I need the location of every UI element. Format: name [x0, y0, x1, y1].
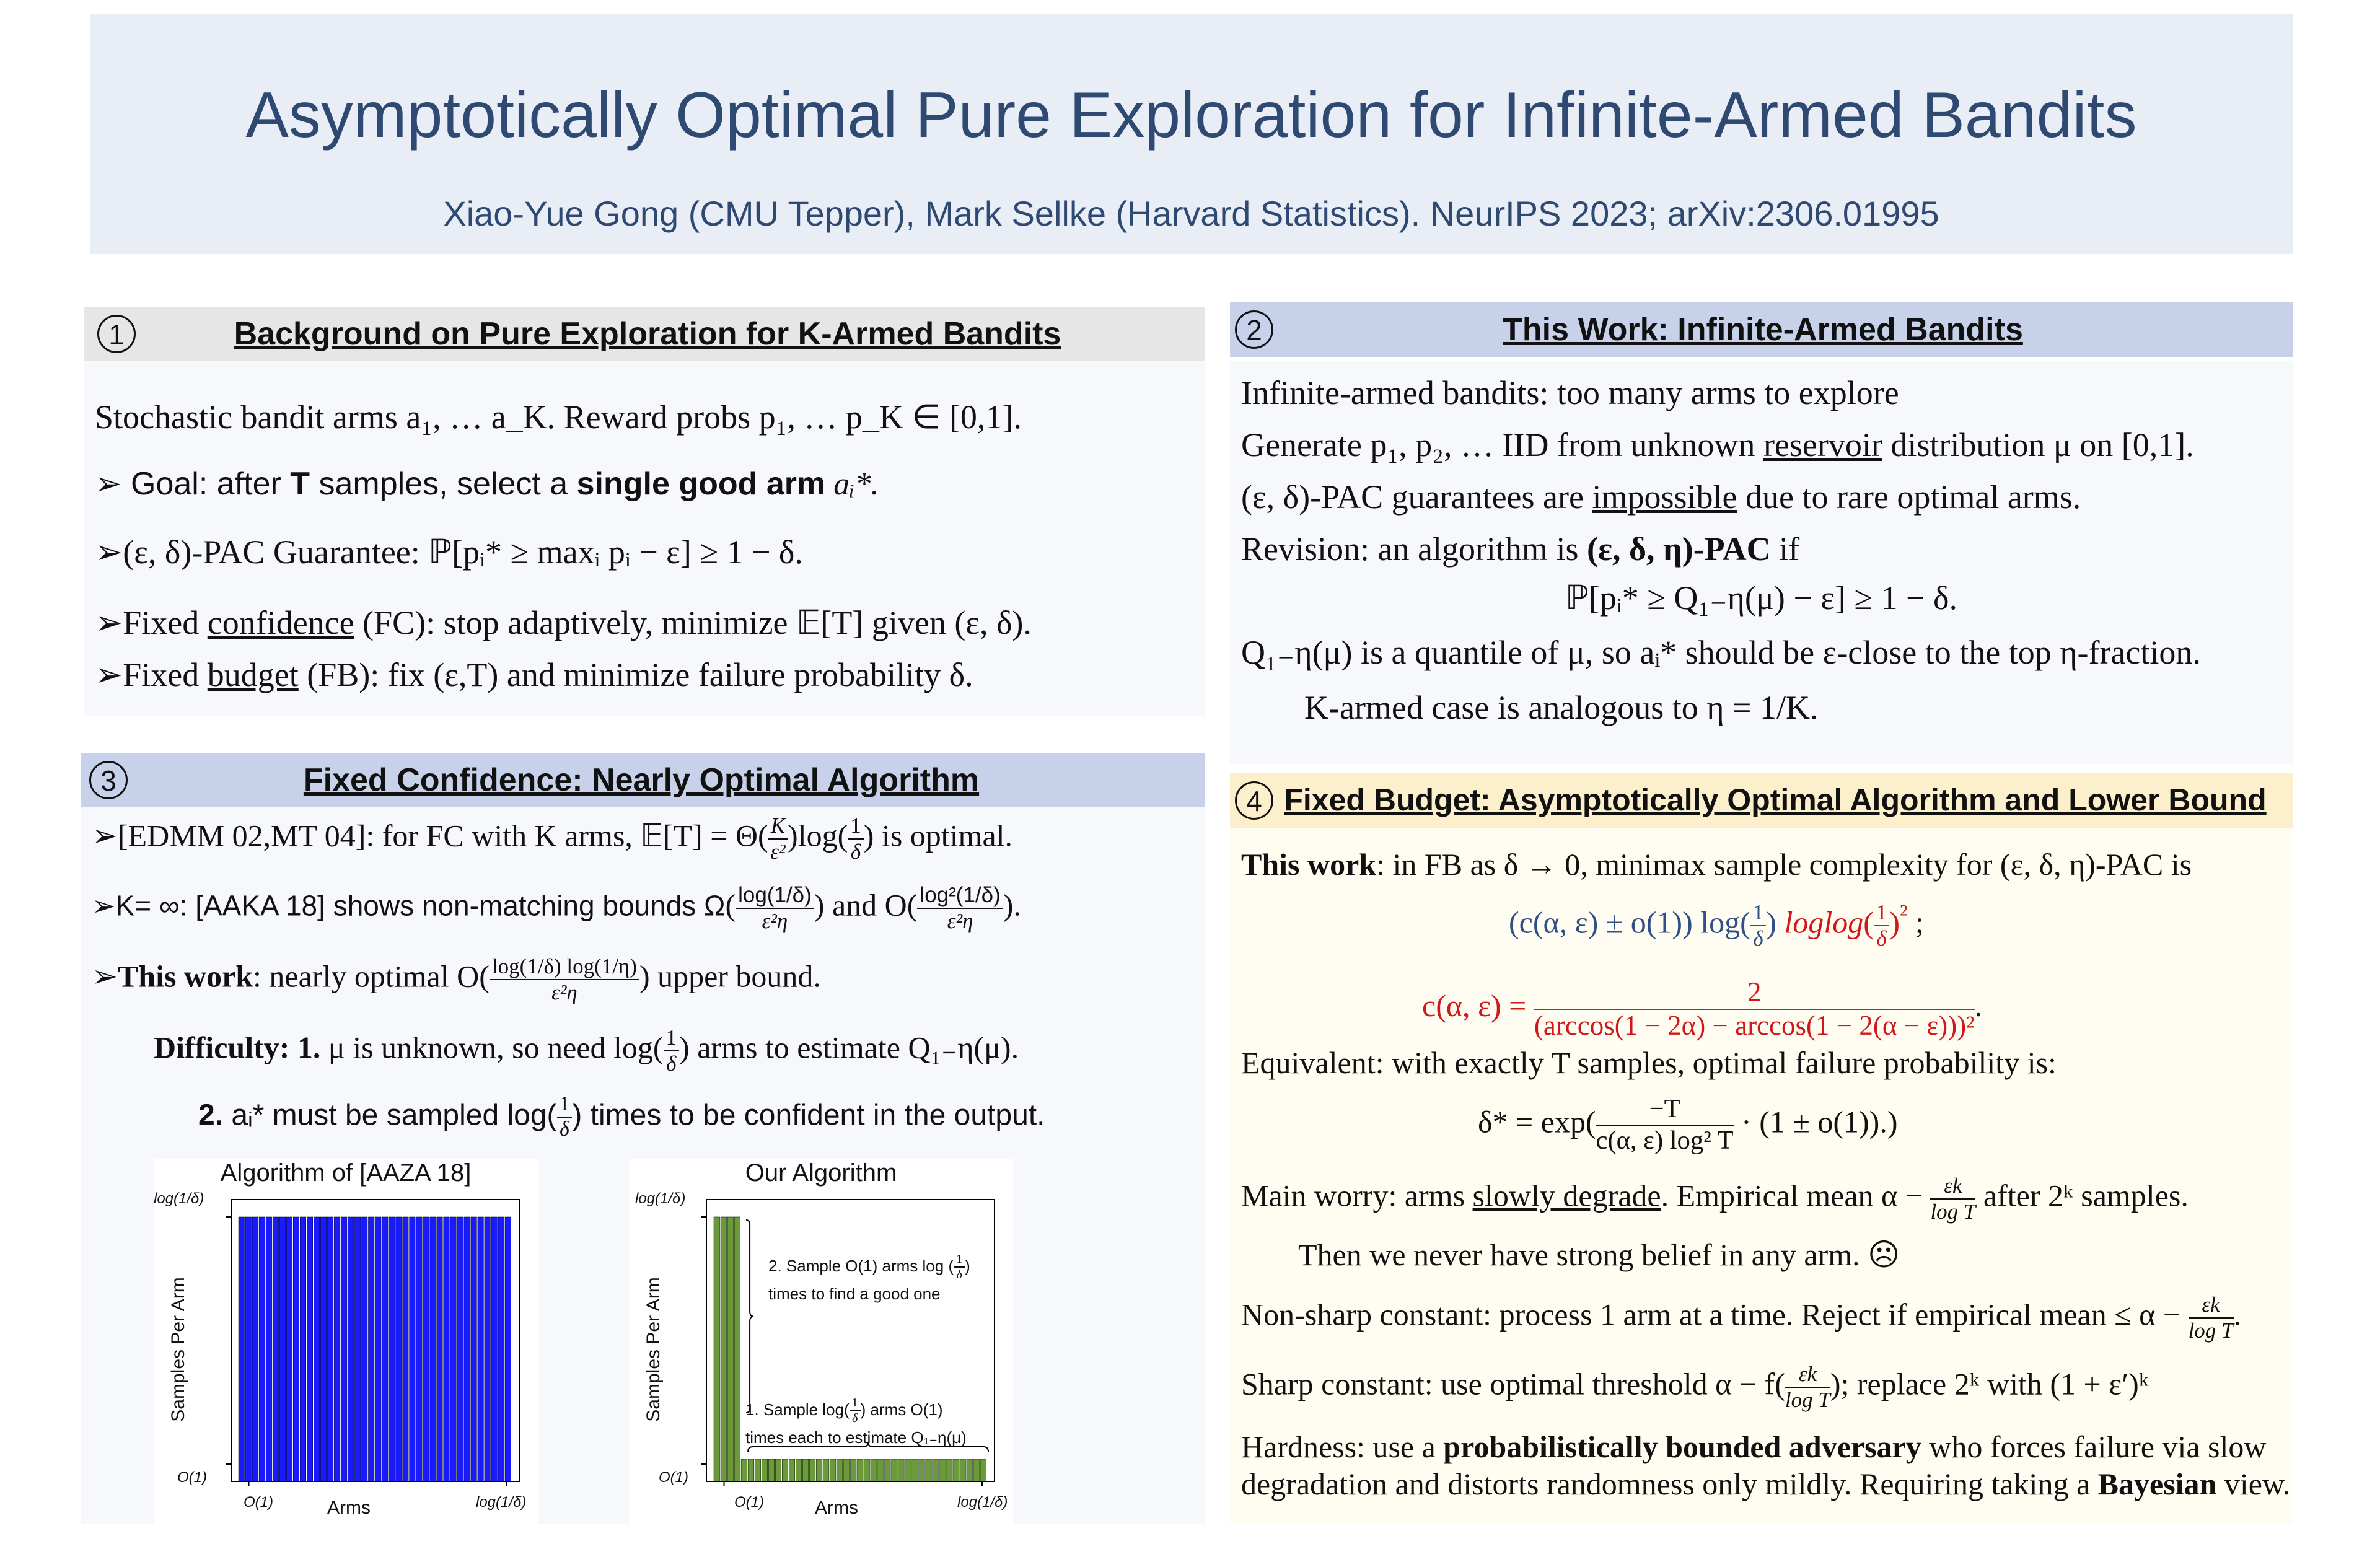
chart-ours-annot-top: 2. Sample O(1) arms log ( $\frac{1}{\delta}$ ) times to find a good one [768, 1252, 970, 1303]
bar-27 [898, 1459, 905, 1481]
s3-frac-diff1-num: 1 [664, 1025, 680, 1051]
bar-27 [423, 1217, 429, 1481]
s2-line-7: K-armed case is analogous to η = 1/K. [1304, 689, 1819, 726]
s4-l8b: Bayesian [2097, 1467, 2217, 1501]
bar-15 [341, 1217, 347, 1481]
s4-l3d: after 2ᵏ samples. [1975, 1178, 2189, 1213]
s4-f3b: · (1 ± o(1)). [1733, 1104, 1887, 1139]
section-2-number: 2 [1235, 310, 1273, 349]
s3-frac-1-delta [848, 814, 864, 865]
bar-36 [485, 1217, 491, 1481]
section-3-number: 3 [89, 761, 128, 799]
s4-line-6: Sharp constant: use optimal threshold α − f( $\frac{\varepsilon k}{\text{log T}}$ ); replace 2ᵏ with (1 + ε′)ᵏ [1241, 1362, 2149, 1413]
s1-l2c: samples, select a [310, 466, 577, 502]
s3-frac-one: 1 [848, 814, 864, 840]
section-2-header [1230, 302, 2293, 357]
s3-frac-diff2-den: δ [560, 1117, 569, 1141]
s4-f1-frac [1750, 900, 1767, 952]
bar-6 [279, 1217, 286, 1481]
s4-f3a: δ* = exp [1478, 1104, 1586, 1139]
poster-authors: Xiao-Yue Gong (CMU Tepper), Mark Sellke (Harvard Statistics). NeurIPS 2023; arXiv:2306.01995 [443, 194, 1939, 233]
s4-f1-frac2-den: δ [1876, 926, 1887, 951]
s4-l5-frac-num: εk [2189, 1292, 2234, 1319]
s3-l2b: and O [824, 887, 907, 923]
s3-frac-omega-den: ε²η [762, 909, 788, 934]
s1-l5b: budget [207, 656, 299, 693]
chart-aaza-ytick-bot: O(1) [177, 1469, 207, 1486]
bar-38 [498, 1217, 504, 1481]
bar-28 [905, 1459, 911, 1481]
s4-l8a: degradation and distorts randomness only mildly. Requiring taking a [1241, 1467, 2098, 1501]
section-4-header [1230, 773, 2293, 828]
s4-l3-frac [1930, 1174, 1975, 1225]
s2-line-2 [1241, 426, 2194, 464]
s3-l3a: ➢ [92, 959, 118, 994]
bar-33 [464, 1217, 470, 1481]
bar-18 [837, 1459, 843, 1481]
s2-l4a: Revision: an algorithm is [1241, 530, 1587, 568]
s4-l3a: Main worry: arms [1241, 1178, 1473, 1213]
s4-f2a: c(α, ε) = [1422, 988, 1534, 1024]
annot-bot-frac-den: δ [852, 1411, 858, 1425]
s4-f2-den: (arccos(1 − 2α) − arccos(1 − 2(α − ε)))² [1534, 1009, 1975, 1041]
section-2-title: This Work: Infinite-Armed Bandits [1503, 312, 2023, 348]
section-1 [84, 307, 1205, 716]
bar-36 [960, 1459, 966, 1481]
s4-l6-frac-den: log T [1785, 1388, 1830, 1413]
bar-29 [912, 1459, 918, 1481]
bar-2 [252, 1217, 258, 1481]
s4-f1-frac-den: δ [1753, 926, 1763, 951]
s3-frac-diff2 [557, 1092, 573, 1141]
s4-l5b: . [2233, 1297, 2242, 1332]
s1-l4c: (FC): stop adaptively, minimize 𝔼[T] given (ε, δ). [354, 604, 1032, 641]
s4-l5a: Non-sharp constant: process 1 arm at a time. Reject if empirical mean ≤ α − [1241, 1297, 2189, 1332]
annot-top-frac-den: δ [956, 1268, 962, 1281]
s4-f3-num: −T [1596, 1094, 1734, 1126]
s4-line-5 [1241, 1292, 2241, 1344]
bar-35 [478, 1217, 484, 1481]
s4-l6b: ; replace 2ᵏ with (1 + ε′)ᵏ [1840, 1366, 2149, 1402]
s3-l1c: is optimal. [874, 818, 1013, 853]
s4-line-1 [1241, 846, 2192, 882]
s4-line-8 [1241, 1466, 2290, 1502]
s4-l7c: who forces failure via slow [1921, 1429, 2267, 1464]
s3-l1a: ➢[EDMM 02,MT 04]: for FC with K arms, 𝔼[T] = Θ [92, 818, 758, 853]
bar-39 [505, 1217, 511, 1481]
annot-bot-a: 1. Sample log [745, 1400, 844, 1419]
bar-31 [926, 1459, 932, 1481]
bar-11 [314, 1217, 320, 1481]
s3-frac-eps2: ε² [770, 840, 786, 864]
s2-l4c: if [1770, 530, 1800, 568]
s3-frac-upper-num: log(1/δ) log(1/η) [490, 954, 639, 980]
bar-7 [286, 1217, 292, 1481]
s4-f2-num: 2 [1534, 976, 1975, 1010]
s3-l4b: μ is unknown, so need log [320, 1030, 653, 1065]
bar-35 [953, 1459, 959, 1481]
bar-16 [348, 1217, 354, 1481]
s4-f1b: loglog [1784, 905, 1864, 940]
section-4-number: 4 [1235, 781, 1273, 820]
bar-34 [946, 1459, 952, 1481]
bar-37 [967, 1459, 973, 1481]
bar-6 [755, 1459, 761, 1481]
annot-bot-frac-num: 1 [850, 1396, 861, 1411]
s3-frac-diff2-num: 1 [557, 1092, 573, 1118]
s4-formula-3: δ* = exp( $\frac{-T}{\text{c(α, ε) log² T}}$ · (1 ± o(1)).) [1478, 1094, 1898, 1155]
bar-31 [450, 1217, 457, 1481]
s2-l4b: (ε, δ, η)-PAC [1586, 530, 1771, 568]
bar-12 [796, 1459, 802, 1481]
bar-24 [878, 1459, 884, 1481]
s1-line-2 [95, 465, 879, 502]
s4-f1-frac-num: 1 [1750, 900, 1767, 926]
bar-14 [334, 1217, 340, 1481]
bar-34 [471, 1217, 477, 1481]
section-4 [1230, 773, 2293, 1524]
s2-l2b: reservoir [1763, 426, 1882, 463]
bar-3 [734, 1217, 740, 1481]
bar-23 [871, 1459, 877, 1481]
s4-l6-frac-num: εk [1785, 1362, 1830, 1388]
chart-aaza-xtick-right: log(1/δ) [476, 1494, 527, 1511]
s3-frac-O-num: log²(1/δ) [917, 883, 1003, 909]
annot-bot-b: arms O(1) [866, 1400, 943, 1419]
section-1-title: Background on Pure Exploration for K-Armed Bandits [234, 316, 1061, 352]
s3-l3d: upper bound. [649, 959, 821, 994]
s4-l3b: slowly degrade [1472, 1178, 1661, 1213]
s3-l3b: This work [117, 959, 253, 994]
s4-line-2: Equivalent: with exactly T samples, optimal failure probability is: [1241, 1045, 2057, 1080]
s2-l2c: distribution μ on [0,1]. [1882, 426, 2194, 463]
section-1-number: 1 [97, 315, 136, 353]
bar-22 [389, 1217, 395, 1481]
bar-8 [768, 1459, 775, 1481]
s4-line-7 [1241, 1429, 2267, 1465]
s4-formula-2 [1422, 976, 1982, 1042]
s3-line-4: Difficulty: 1. μ is unknown, so need log( $\frac{1}{\delta}$ ) arms to estimate Q₁₋η(μ). [154, 1025, 1019, 1076]
s2-l3c: due to rare optimal arms. [1737, 478, 2081, 516]
s3-frac-delta: δ [850, 840, 861, 864]
s4-f1c: ² [1900, 900, 1908, 928]
s1-l2d: single good arm [576, 466, 826, 502]
bar-30 [919, 1459, 925, 1481]
s4-f1-frac2 [1874, 900, 1890, 952]
annot-bot-frac [850, 1396, 861, 1426]
chart-aaza-svg [154, 1159, 538, 1524]
bar-30 [444, 1217, 450, 1481]
bar-16 [823, 1459, 829, 1481]
s4-formula-1: (c(α, ε) ± o(1)) log( $\frac{1}{\delta}$ ) loglog( $\frac{1}{\delta}$ )$^{^2}$ ; [1509, 900, 1924, 951]
bar-7 [762, 1459, 768, 1481]
s4-f3-den: c(α, ε) log² T [1596, 1125, 1734, 1155]
bar-4 [266, 1217, 272, 1481]
bar-21 [858, 1459, 864, 1481]
annot-bot-c: times each to estimate Q₁₋η(μ) [745, 1428, 967, 1447]
chart-ours-ytick-top: log(1/δ) [635, 1190, 686, 1207]
chart-aaza-ylabel: Samples Per Arm [168, 1277, 188, 1422]
s4-l3-frac-den: log T [1930, 1200, 1976, 1224]
s2-line-4 [1241, 530, 1799, 568]
s4-f2-end: . [1974, 988, 1983, 1024]
section-3-body [81, 807, 1205, 1524]
section-4-title: Fixed Budget: Asymptotically Optimal Algorithm and Lower Bound [1284, 783, 2267, 817]
s4-line-4: Then we never have strong belief in any arm. ☹ [1298, 1237, 1900, 1272]
s4-l6a: Sharp constant: use optimal threshold α − f [1241, 1366, 1775, 1402]
chart-ours-xtick-left: O(1) [734, 1494, 764, 1511]
bar-33 [939, 1459, 946, 1481]
s1-l2a: ➢ Goal: after [95, 466, 291, 502]
s1-line-5 [95, 655, 973, 694]
bar-9 [300, 1217, 306, 1481]
s3-frac-upper [490, 954, 639, 1006]
bar-22 [864, 1459, 871, 1481]
s2-line-1: Infinite-armed bandits: too many arms to explore [1241, 374, 1899, 411]
s4-l8c: view. [2216, 1467, 2291, 1501]
bar-13 [802, 1459, 809, 1481]
bar-14 [809, 1459, 815, 1481]
s1-l4a: ➢Fixed [95, 604, 208, 641]
chart-ours [629, 1159, 1013, 1524]
chart-ours-title: Our Algorithm [745, 1159, 897, 1187]
chart-aaza-title: Algorithm of [AAZA 18] [220, 1159, 472, 1187]
annot-top-b: times to find a good one [768, 1284, 941, 1303]
chart-aaza-xlabel: Arms [327, 1498, 371, 1518]
s3-line-1: ➢[EDMM 02,MT 04]: for FC with K arms, 𝔼[T] = Θ( $\frac{K}{\text{ε²}}$ )log( $\frac{1}{\delta}$ ) is optimal. [92, 814, 1013, 864]
s2-line-5: ℙ[pᵢ* ≥ Q₁₋η(μ) − ε] ≥ 1 − δ. [1565, 579, 1957, 617]
bar-15 [816, 1459, 822, 1481]
section-4-body [1230, 828, 2293, 1524]
bar-32 [457, 1217, 463, 1481]
s3-l1b: log [797, 818, 838, 853]
bar-2 [727, 1217, 734, 1481]
bar-28 [430, 1217, 436, 1481]
bar-21 [382, 1217, 389, 1481]
s1-l5a: ➢Fixed [95, 656, 208, 693]
brace-vertical [746, 1220, 753, 1413]
bar-19 [368, 1217, 374, 1481]
section-1-header [84, 307, 1205, 361]
s3-frac-diff1 [664, 1025, 680, 1077]
s2-l3a: (ε, δ)-PAC guarantees are [1241, 478, 1592, 516]
section-2 [1230, 302, 2293, 764]
s4-l3c: . Empirical mean α − [1661, 1178, 1931, 1213]
s1-line-3: ➢(ε, δ)-PAC Guarantee: ℙ[pᵢ* ≥ maxᵢ pᵢ − ε] ≥ 1 − δ. [95, 533, 803, 571]
bar-5 [273, 1217, 279, 1481]
bar-9 [775, 1459, 781, 1481]
s4-l7a: Hardness: use a [1241, 1429, 1444, 1464]
s1-line-4 [95, 603, 1032, 642]
section-3 [81, 753, 1205, 1524]
poster-title: Asymptotically Optimal Pure Exploration for Infinite-Armed Bandits [245, 79, 2137, 151]
chart-aaza-ytick-top: log(1/δ) [154, 1190, 204, 1207]
bar-1 [245, 1217, 252, 1481]
chart-aaza-xtick-left: O(1) [244, 1494, 273, 1511]
section-1-body [84, 361, 1205, 716]
s3-frac-upper-den: ε²η [551, 980, 577, 1005]
chart-ours-xtick-right: log(1/δ) [957, 1494, 1008, 1511]
s4-l6-frac [1785, 1362, 1830, 1413]
bar-4 [741, 1459, 747, 1481]
s4-f1a: (c(α, ε) ± o(1)) log [1509, 905, 1741, 940]
bar-5 [748, 1459, 754, 1481]
bar-23 [396, 1217, 402, 1481]
annot-top-frac [954, 1252, 965, 1282]
bar-29 [437, 1217, 443, 1481]
bar-17 [830, 1459, 836, 1481]
bar-37 [491, 1217, 498, 1481]
s3-l4c: arms to estimate Q₁₋η(μ). [689, 1030, 1019, 1065]
s4-l1a: This work [1241, 847, 1377, 882]
s3-l3c: : nearly optimal O [253, 959, 480, 994]
chart-ours-xlabel: Arms [815, 1498, 858, 1518]
s3-frac-omega-num: log(1/δ) [736, 883, 814, 909]
s3-l4a: Difficulty: 1. [154, 1030, 321, 1065]
s3-l2a: ➢K= ∞: [AAKA 18] shows non-matching bounds Ω [92, 889, 726, 922]
s4-l3-frac-num: εk [1930, 1174, 1975, 1200]
s1-line-1: Stochastic bandit arms a₁, … a_K. Reward probs p₁, … p_K ∈ [0,1]. [95, 398, 1022, 436]
bar-25 [410, 1217, 416, 1481]
bar-10 [782, 1459, 788, 1481]
s4-f3-frac [1596, 1094, 1734, 1156]
bar-0 [714, 1217, 720, 1481]
s3-frac-K: K [768, 814, 788, 840]
s4-f2-frac [1534, 976, 1975, 1042]
annot-top-a: 2. Sample O(1) arms log [768, 1256, 944, 1275]
s3-frac-diff1-den: δ [666, 1051, 677, 1076]
bar-24 [403, 1217, 409, 1481]
section-3-header [81, 753, 1205, 807]
bar-17 [354, 1217, 361, 1481]
s1-l2e: aᵢ*. [825, 467, 879, 502]
s3-line-5: 2. aᵢ* must be sampled log( $\frac{1}{\delta}$ ) times to be confident in the output. [198, 1092, 1045, 1141]
bar-26 [892, 1459, 898, 1481]
bar-11 [789, 1459, 795, 1481]
s4-line-3 [1241, 1174, 2189, 1225]
bar-3 [259, 1217, 265, 1481]
s3-line-3: ➢This work: nearly optimal O( $\frac{\log(1/\delta) \log(1/\eta)}{\text{ε²η}}$ ) upper bound. [92, 954, 821, 1005]
s4-l7b: probabilistically bounded adversary [1443, 1429, 1921, 1464]
s3-frac-omega [736, 883, 814, 934]
bar-18 [361, 1217, 367, 1481]
bar-0 [239, 1217, 245, 1481]
bar-10 [307, 1217, 313, 1481]
bar-39 [980, 1459, 986, 1481]
section-3-title: Fixed Confidence: Nearly Optimal Algorithm [303, 762, 980, 798]
section-2-body [1230, 361, 2293, 764]
s2-line-6: Q₁₋η(μ) is a quantile of μ, so aᵢ* should be ε-close to the top η-fraction. [1241, 634, 2201, 671]
bar-1 [721, 1217, 727, 1481]
s3-line-2: ➢K= ∞: [AAKA 18] shows non-matching bounds Ω( $\frac{\log(1/\delta)}{\text{ε²η}}$ ) and O( $\frac{\text{log²(1/δ)}}{\text{ε²η}}$ ). [92, 883, 1021, 934]
bar-19 [843, 1459, 850, 1481]
s2-l2a: Generate p₁, p₂, … IID from unknown [1241, 426, 1763, 463]
chart-ours-annot-bottom: 1. Sample log( $\frac{1}{\delta}$ ) arms O(1) times each to estimate Q₁₋η(μ) [745, 1396, 967, 1447]
s1-l2b: T [290, 466, 310, 502]
s3-l5b: aᵢ* must be sampled log [223, 1099, 547, 1132]
bar-12 [320, 1217, 327, 1481]
bar-20 [851, 1459, 857, 1481]
s4-l5-frac-den: log T [2188, 1319, 2234, 1343]
bar-13 [327, 1217, 333, 1481]
poster-header [90, 14, 2293, 254]
annot-top-frac-num: 1 [954, 1252, 965, 1268]
s4-l5-frac [2189, 1292, 2234, 1344]
chart-ours-ytick-bot: O(1) [659, 1469, 688, 1486]
bar-38 [973, 1459, 980, 1481]
s4-f1d: ; [1907, 905, 1924, 940]
s3-frac-k-eps2 [768, 814, 788, 865]
s3-l5a: 2. [198, 1099, 224, 1132]
bar-32 [933, 1459, 939, 1481]
bar-20 [375, 1217, 382, 1481]
s3-frac-O [917, 883, 1003, 934]
s4-f1-frac2-num: 1 [1874, 900, 1890, 926]
s1-l5c: (FB): fix (ε,T) and minimize failure probability δ. [298, 656, 973, 693]
bar-26 [416, 1217, 423, 1481]
s3-frac-O-den: ε²η [947, 909, 973, 934]
s2-l3b: impossible [1592, 478, 1737, 516]
bar-8 [293, 1217, 299, 1481]
s3-l5c: times to be confident in the output. [582, 1099, 1045, 1132]
chart-aaza [154, 1159, 538, 1524]
s1-l4b: confidence [207, 604, 354, 641]
s4-l1b: : in FB as δ → 0, minimax sample complexity for (ε, δ, η)-PAC is [1376, 847, 2192, 882]
s2-line-3 [1241, 478, 2081, 516]
bar-25 [885, 1459, 891, 1481]
chart-ours-ylabel: Samples Per Arm [643, 1277, 664, 1422]
